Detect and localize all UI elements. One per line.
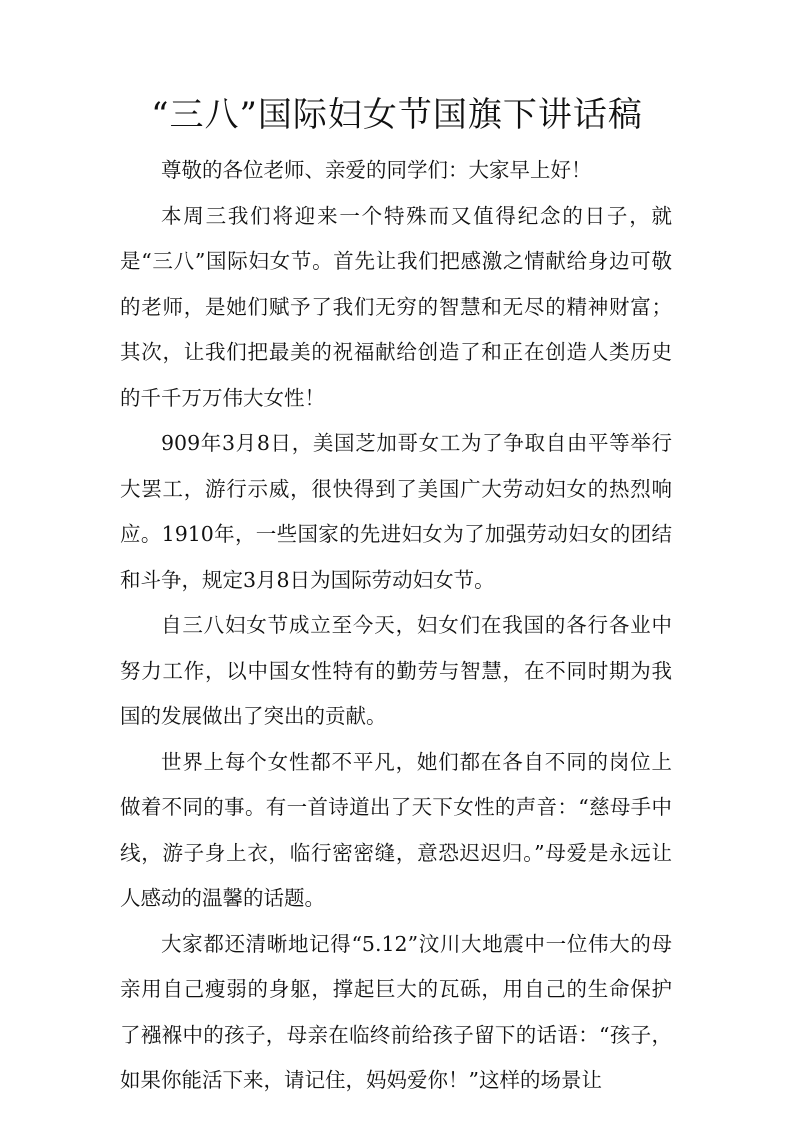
paragraph-earthquake: 大家都还清晰地记得“5.12”汶川大地震中一位伟大的母亲用自己瘦弱的身躯，撑起巨大的瓦砾，用自己的生命保护了襁褓中的孩子，母亲在临终前给孩子留下的话语：“孩子，如果你能活下来，请记住，妈妈爱你！”这样的场景让 — [120, 931, 672, 1092]
paragraph-intro: 本周三我们将迎来一个特殊而又值得纪念的日子，就是“三八”国际妇女节。首先让我们把感激之情献给身边可敬的老师，是她们赋予了我们无穷的智慧和无尽的精神财富；其次，让我们把最美的祝福献给创造了和正在创造人类历史的千千万万伟大女性！ — [120, 203, 672, 410]
paragraph-history: 909年3月8日，美国芝加哥女工为了争取自由平等举行大罢工，游行示威，很快得到了美国广大劳动妇女的热烈响应。1910年，一些国家的先进妇女为了加强劳动妇女的团结和斗争，规定3月8日为国际劳动妇女节。 — [120, 431, 672, 592]
paragraph-contribution: 自三八妇女节成立至今天，妇女们在我国的各行各业中努力工作，以中国女性特有的勤劳与智慧，在不同时期为我国的发展做出了突出的贡献。 — [120, 613, 672, 728]
document-title: “三八”国际妇女节国旗下讲话稿 — [151, 95, 643, 135]
document-body — [120, 148, 672, 1104]
paragraph-poem: 世界上每个女性都不平凡，她们都在各自不同的岗位上做着不同的事。有一首诗道出了天下女性的声音：“慈母手中线，游子身上衣，临行密密缝，意恐迟迟归。”母爱是永远让人感动的温馨的话题。 — [120, 749, 672, 910]
paragraph-greeting: 尊敬的各位老师、亲爱的同学们：大家早上好！ — [161, 158, 592, 182]
